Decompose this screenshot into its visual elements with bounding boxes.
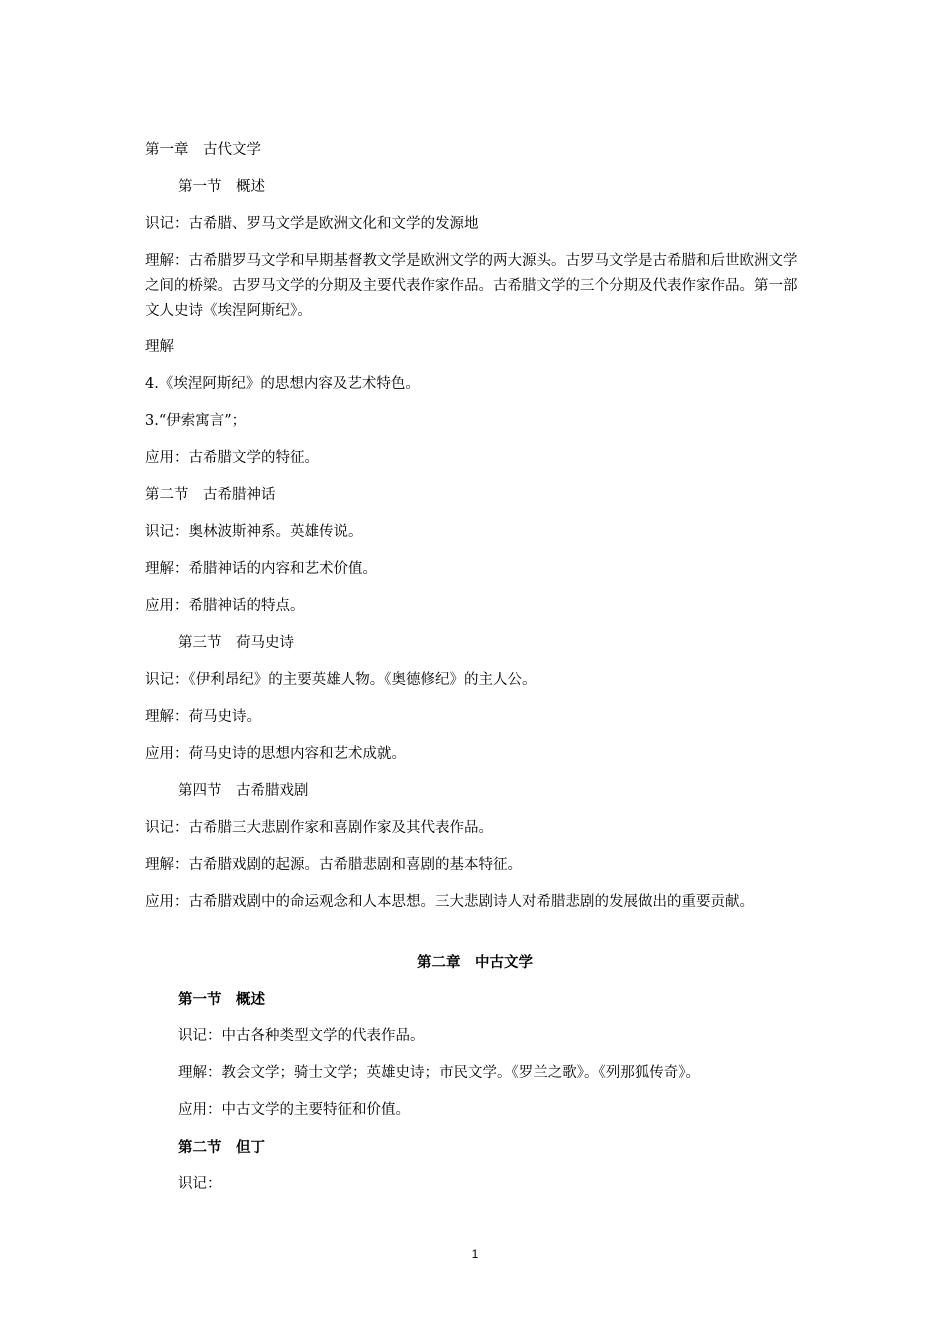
ch1-s1-item-4: 4.《埃涅阿斯纪》的思想内容及艺术特色。	[145, 376, 420, 392]
ch1-section-3-title: 第三节 荷马史诗	[178, 635, 294, 651]
ch1-s2-apply: 应用：希腊神话的特点。	[145, 598, 305, 614]
ch1-s1-understand-label: 理解	[145, 339, 174, 355]
ch2-section-2-title: 第二节 但丁	[178, 1139, 265, 1156]
ch1-s1-recall: 识记：古希腊、罗马文学是欧洲文化和文学的发源地	[145, 216, 479, 232]
ch1-s3-understand: 理解：荷马史诗。	[145, 709, 261, 725]
page-number: 1	[471, 1247, 479, 1261]
ch1-s4-recall: 识记：古希腊三大悲剧作家和喜剧作家及其代表作品。	[145, 820, 493, 836]
chapter-2-title: 第二章 中古文学	[417, 954, 533, 971]
ch1-s4-understand: 理解：古希腊戏剧的起源。古希腊悲剧和喜剧的基本特征。	[145, 857, 522, 873]
ch1-s4-apply: 应用：古希腊戏剧中的命运观念和人本思想。三大悲剧诗人对希腊悲剧的发展做出的重要贡献。	[145, 894, 754, 910]
ch2-s1-recall: 识记：中古各种类型文学的代表作品。	[178, 1028, 425, 1044]
ch1-s1-understand: 理解：古希腊罗马文学和早期基督教文学是欧洲文学的两大源头。古罗马文学是古希腊和后世欧洲文学之间的桥梁。古罗马文学的分期及主要代表作家作品。古希腊文学的三个分期及代表作家作品。第一部文人史诗《埃涅阿斯纪》。	[145, 253, 798, 319]
ch1-s2-understand: 理解：希腊神话的内容和艺术价值。	[145, 561, 377, 577]
ch2-s1-apply: 应用：中古文学的主要特征和价值。	[178, 1102, 410, 1118]
ch1-s3-apply: 应用：荷马史诗的思想内容和艺术成就。	[145, 746, 406, 762]
ch1-s2-recall: 识记：奥林波斯神系。英雄传说。	[145, 524, 363, 540]
ch1-s1-item-3: 3.“伊索寓言”；	[145, 413, 247, 429]
ch1-s3-recall: 识记：《伊利昂纪》的主要英雄人物。《奥德修纪》的主人公。	[145, 672, 537, 688]
ch1-section-2-title: 第二节 古希腊神话	[145, 487, 276, 503]
ch1-section-1-title: 第一节 概述	[178, 179, 265, 195]
ch1-s1-apply: 应用：古希腊文学的特征。	[145, 450, 319, 466]
ch2-section-1-title: 第一节 概述	[178, 991, 265, 1008]
ch2-s2-recall: 识记：	[178, 1176, 222, 1192]
ch2-s1-understand: 理解：教会文学；骑士文学；英雄史诗；市民文学。《罗兰之歌》。《列那狐传奇》。	[178, 1065, 700, 1081]
ch1-section-4-title: 第四节 古希腊戏剧	[178, 783, 309, 799]
chapter-1-title: 第一章 古代文学	[145, 142, 261, 158]
